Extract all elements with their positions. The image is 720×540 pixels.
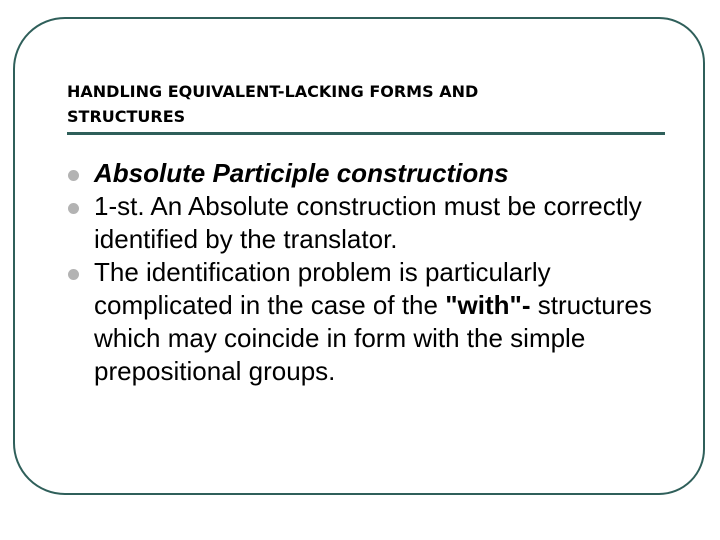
bullet-text-part: structures which may coincide in form with the simple prepositional groups. bbox=[94, 290, 652, 386]
bullet-dot-icon bbox=[68, 203, 79, 214]
bullet-item-2 bbox=[66, 190, 666, 256]
bullet-text-bold: "with"- bbox=[445, 290, 531, 320]
bullet-text: Absolute Participle constructions bbox=[94, 158, 509, 188]
bullet-dot-icon bbox=[68, 170, 79, 181]
bullet-dot-icon bbox=[68, 269, 79, 280]
bullet-text: 1-st. An Absolute construction must be correctly identified by the translator. bbox=[94, 191, 642, 254]
slide-title: HANDLING EQUIVALENT-LACKING FORMS AND STRUCTURES bbox=[67, 82, 479, 126]
bullet-item-3 bbox=[66, 256, 666, 388]
bullet-item-1 bbox=[66, 157, 666, 190]
title-divider bbox=[67, 132, 665, 135]
bullet-text-part: The identification problem is particularly complicated in the case of the bbox=[94, 257, 551, 320]
bullet-list bbox=[66, 157, 666, 388]
